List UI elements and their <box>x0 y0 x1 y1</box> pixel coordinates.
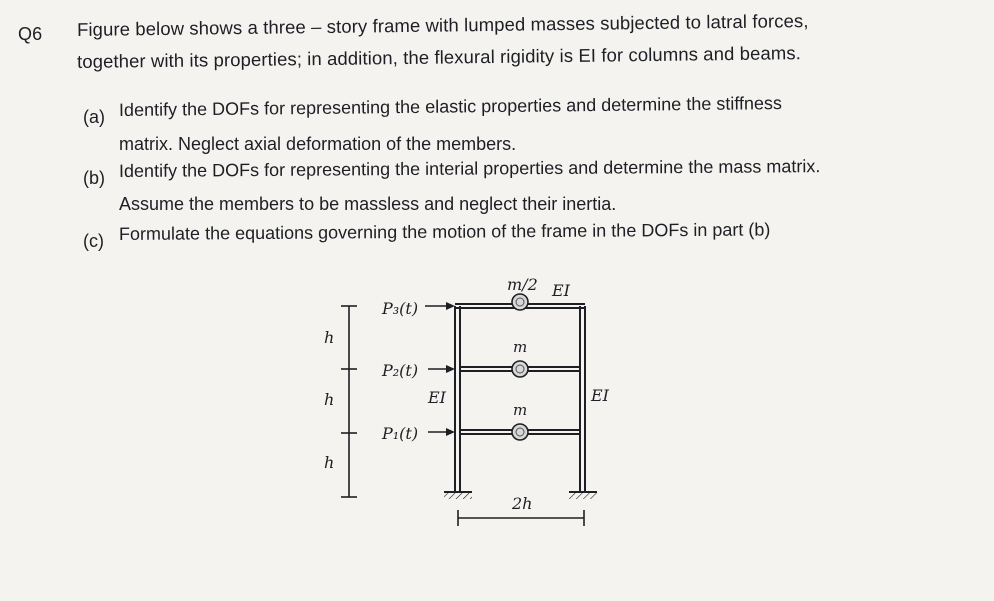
force-p3-label: P₃(t) <box>382 299 419 318</box>
right-column-rigidity-label: EI <box>591 386 609 405</box>
roof-mass <box>512 294 528 310</box>
bay-width-label: 2h <box>512 494 533 513</box>
left-column-rigidity-label: EI <box>428 388 446 407</box>
story-height-2-label: h <box>324 390 335 409</box>
force-p2-label: P₂(t) <box>382 361 419 380</box>
part-a-line-1: Identify the DOFs for representing the elastic properties and determine the stiffness <box>118 93 783 120</box>
roof-mass-label: m/2 <box>507 275 538 294</box>
question-stem-line-2: together with its properties; in addition, the flexural rigidity is EI for columns and beams. <box>76 42 802 72</box>
story-height-dimension <box>341 306 357 497</box>
question-stem-line-1: Figure below shows a three – story frame with lumped masses subjected to latral forces, <box>76 10 809 40</box>
floor-2-mass-label: m <box>513 338 528 356</box>
floor-1-mass <box>512 424 528 440</box>
part-c-label: (c) <box>83 231 104 251</box>
part-b-label: (b) <box>83 168 105 188</box>
right-fixed-support <box>569 492 597 499</box>
left-fixed-support <box>444 492 472 499</box>
part-b-line-1: Identify the DOFs for representing the interial properties and determine the mass matrix. <box>118 156 821 181</box>
part-b-line-2: Assume the members to be massless and neglect their inertia. <box>119 194 617 214</box>
force-arrows <box>425 302 455 436</box>
frame-members <box>455 304 585 492</box>
floor-2-mass <box>512 361 528 377</box>
story-height-3-label: h <box>324 328 335 347</box>
floor-1-mass-label: m <box>513 401 528 419</box>
question-number: Q6 <box>18 24 43 44</box>
part-a-label: (a) <box>83 107 105 127</box>
story-height-1-label: h <box>324 453 335 472</box>
part-a-line-2: matrix. Neglect axial deformation of the members. <box>119 134 517 154</box>
force-p1-label: P₁(t) <box>382 424 419 443</box>
part-c-line-1: Formulate the equations governing the motion of the frame in the DOFs in part (b) <box>118 219 771 244</box>
roof-rigidity-label: EI <box>552 281 570 300</box>
